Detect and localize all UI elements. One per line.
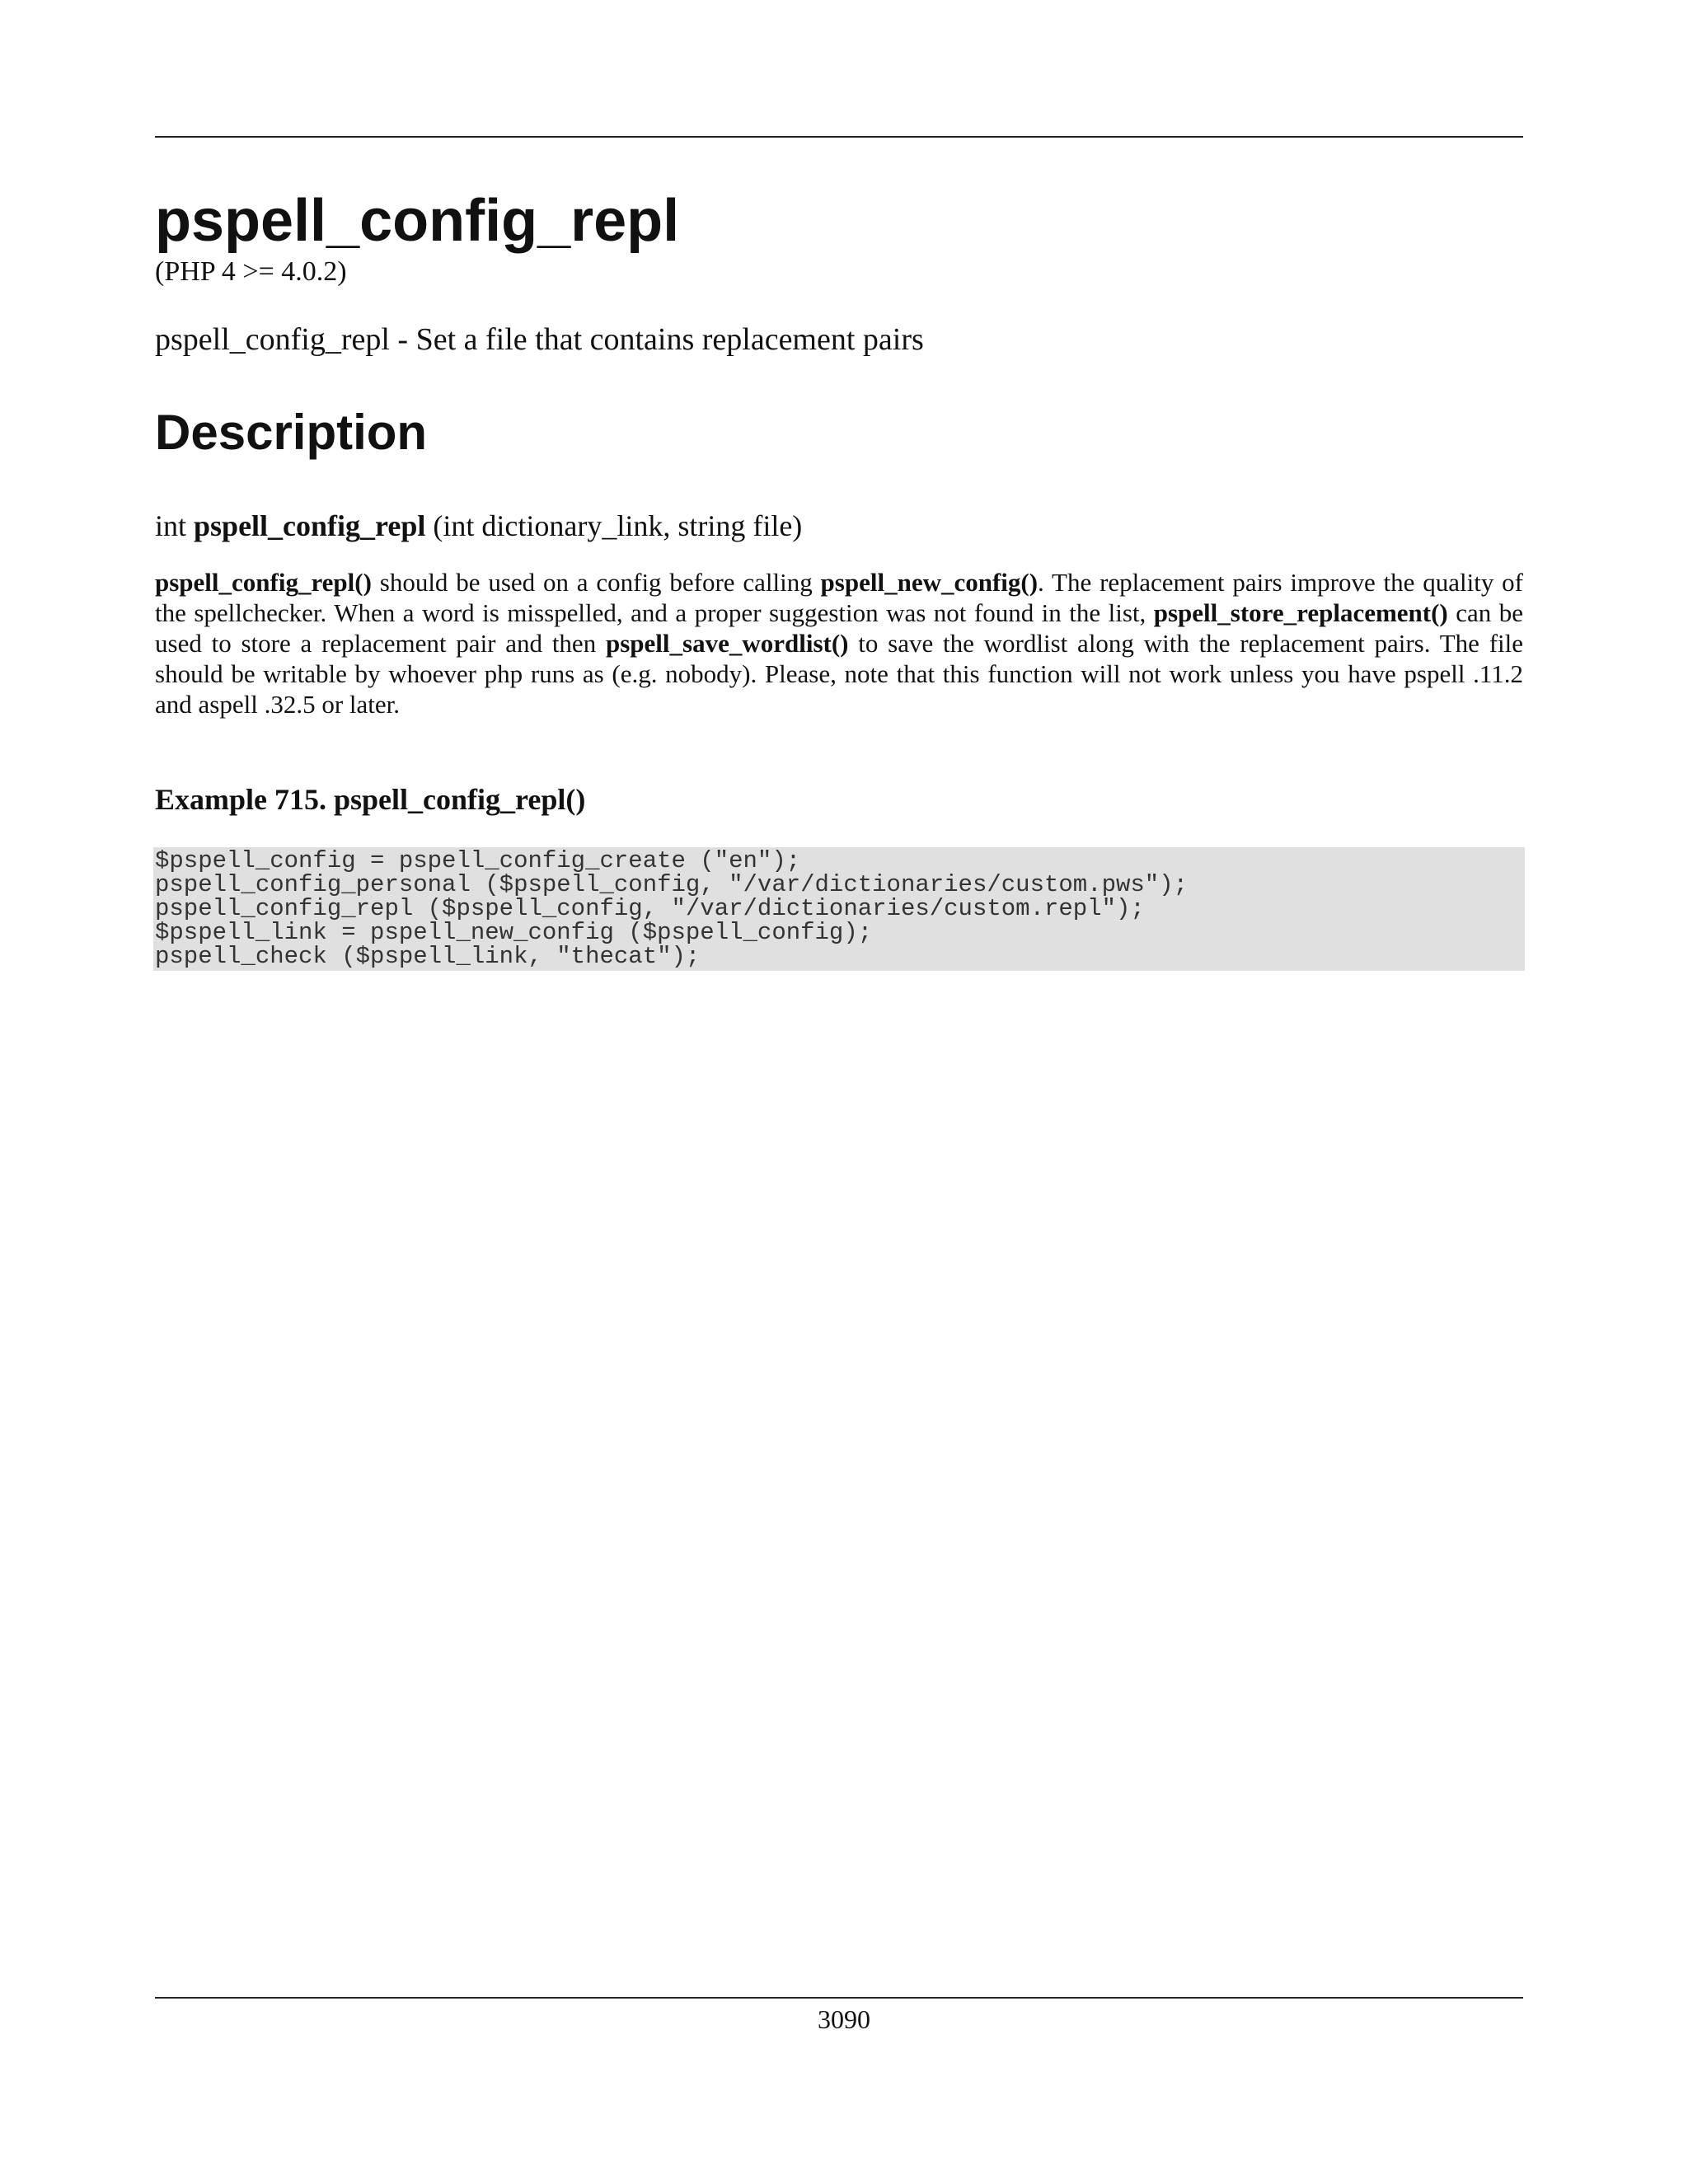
paragraph-text: should be used on a config before calling xyxy=(371,568,821,597)
code-line: pspell_config_personal ($pspell_config, "/var/dictionaries/custom.pws"); xyxy=(155,871,1189,898)
function-ref-store-replacement: pspell_store_replacement() xyxy=(1153,598,1448,627)
code-line: pspell_config_repl ($pspell_config, "/var/dictionaries/custom.repl"); xyxy=(155,895,1145,922)
function-name: pspell_config_repl xyxy=(194,509,426,542)
function-ref-save-wordlist: pspell_save_wordlist() xyxy=(605,629,849,658)
function-params: (int dictionary_link, string file) xyxy=(433,509,803,542)
function-purpose: pspell_config_repl - Set a file that contains replacement pairs xyxy=(155,322,924,357)
php-version: (PHP 4 >= 4.0.2) xyxy=(155,256,347,287)
function-ref-config-repl: pspell_config_repl() xyxy=(155,568,372,597)
page-title: pspell_config_repl xyxy=(155,188,680,254)
paragraph-text: can be used to store a replacement pair and then xyxy=(155,598,1523,658)
example-title: Example 715. pspell_config_repl() xyxy=(155,783,586,816)
paragraph-text: . The replacement pairs improve the quality of the spellchecker. When a word is misspelled, and a proper suggestion was not found in the list, xyxy=(155,568,1523,627)
code-line: $pspell_config = pspell_config_create ("en"); xyxy=(155,847,801,874)
page-number: 3090 xyxy=(818,2004,870,2034)
paragraph-text: to save the wordlist along with the replacement pairs. The file should be writable by whoever php runs as (e.g. nobody). Please, note that this function will not work unless you have pspell .11.2 and aspell .32.5 or later. xyxy=(155,629,1523,719)
code-line: pspell_check ($pspell_link, "thecat"); xyxy=(155,943,701,970)
function-synopsis xyxy=(155,508,802,544)
description-heading: Description xyxy=(155,405,428,460)
footer-rule xyxy=(155,1997,1523,1999)
code-line: $pspell_link = pspell_new_config ($pspell_config); xyxy=(155,919,873,946)
function-ref-new-config: pspell_new_config() xyxy=(820,568,1039,597)
description-paragraph xyxy=(155,567,1523,719)
return-type: int xyxy=(155,509,187,542)
code-example xyxy=(153,847,1525,971)
header-rule xyxy=(155,136,1523,138)
